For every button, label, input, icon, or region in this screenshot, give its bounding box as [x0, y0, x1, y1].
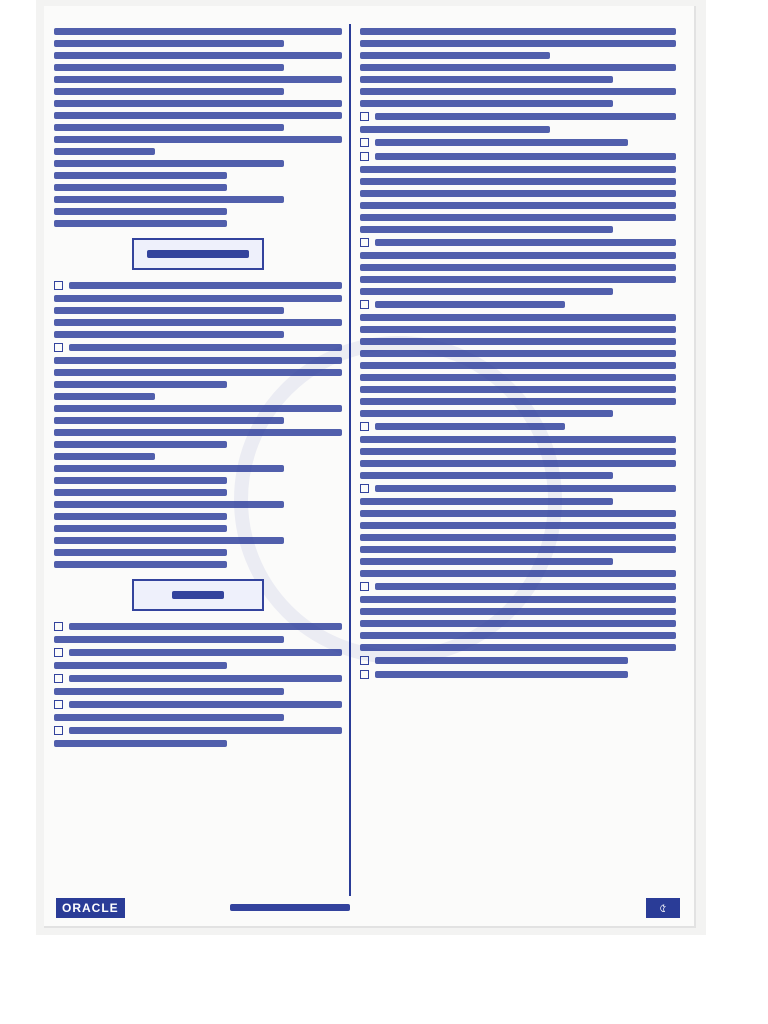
jet-engine-section [360, 422, 676, 479]
newton-laws [360, 28, 676, 107]
question-list [54, 28, 342, 143]
law-applications [360, 112, 676, 233]
document-page [44, 6, 696, 928]
short-questions [54, 393, 342, 448]
boat-and-force [360, 484, 676, 577]
scalar-vector-definitions [54, 281, 342, 388]
page-number: ৫ [646, 898, 680, 918]
left-column [54, 28, 342, 884]
column-divider [349, 24, 351, 896]
section-title-motion [132, 579, 264, 611]
extra-questions-1 [54, 148, 342, 227]
inertia-section [360, 238, 676, 295]
rocket-section [360, 300, 676, 417]
section-title-scalar-vector [132, 238, 264, 270]
motion-definitions [54, 622, 342, 747]
extra-questions-2 [54, 453, 342, 568]
right-column [360, 28, 676, 884]
oracle-logo: ORACLE [56, 898, 125, 918]
centripetal-force [360, 582, 676, 679]
footer [44, 896, 694, 920]
footer-caption [230, 904, 350, 911]
